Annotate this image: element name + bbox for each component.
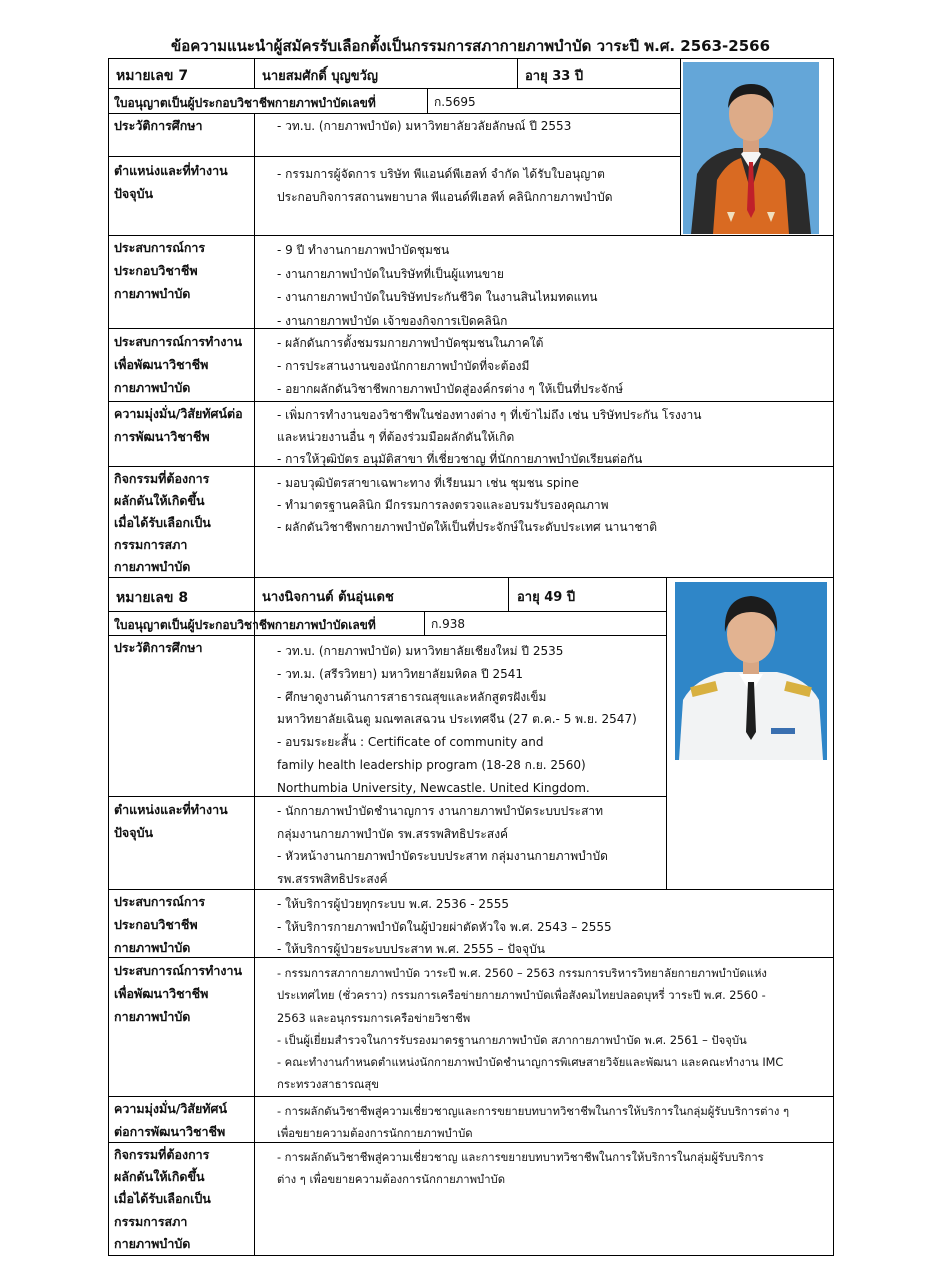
candidate-7-age: อายุ 33 ปี <box>525 69 584 84</box>
candidate-7-development-label: ประสบการณ์การทำงาน เพื่อพัฒนาวิชาชีพ กายภาพบำบัด <box>114 334 243 395</box>
candidate-7-experience-label: ประสบการณ์การ ประกอบวิชาชีพ กายภาพบำบัด <box>114 240 206 301</box>
list-item: รพ.สรรพสิทธิประสงค์ <box>277 871 388 886</box>
candidate-8-photo <box>675 582 827 760</box>
candidate-7-vision-label: ความมุ่งมั่น/วิสัยทัศน์ต่อ การพัฒนาวิชาชีพ <box>114 406 243 444</box>
candidate-8-license-number: ก.938 <box>431 617 465 631</box>
list-item: - การประสานงานของนักกายภาพบำบัดที่จะต้องมี <box>277 359 530 373</box>
candidate-8-number: หมายเลข 8 <box>116 590 189 606</box>
candidate-7-activities-label: กิจกรรมที่ต้องการ ผลักดันให้เกิดขึ้น เมื่อได้รับเลือกเป็น กรรมการสภา กายภาพบำบัด <box>114 471 211 574</box>
list-item: Northumbia University, Newcastle. United Kingdom. <box>277 780 590 795</box>
list-item: และหน่วยงานอื่น ๆ ที่ต้องร่วมมือผลักดันให้เกิด <box>277 430 515 444</box>
list-item: - กรรมการสภากายภาพบำบัด วาระปี พ.ศ. 2560 – 2563 กรรมการบริหารวิทยาลัยกายภาพบำบัดแห่ง <box>277 967 767 980</box>
list-item: - เพิ่มการทำงานของวิชาชีพในช่องทางต่าง ๆ ที่เข้าไม่ถึง เช่น บริษัทประกัน โรงงาน <box>277 408 702 422</box>
list-item: - อยากผลักดันวิชาชีพกายภาพบำบัดสู่องค์กรต่าง ๆ ให้เป็นที่ประจักษ์ <box>277 382 623 396</box>
list-item: มหาวิทยาลัยเฉินตู มณฑลเสฉวน ประเทศจีน (27 ต.ค.- 5 พ.ย. 2547) <box>277 712 637 727</box>
candidate-8-activities-list <box>277 1147 764 1191</box>
list-item: - ให้บริการผู้ป่วยระบบประสาท พ.ศ. 2555 – ปัจจุบัน <box>277 942 545 956</box>
list-item: - การให้วุฒิบัตร อนุมัติสาขา ที่เชี่ยวชาญ ที่นักกายภาพบำบัดเรียนต่อกัน <box>277 452 643 466</box>
list-item: - การผลักดันวิชาชีพสู่ความเชี่ยวชาญ และการขยายบทบาทวิชาชีพในการให้บริการในกลุ่มผู้รับบริการ <box>277 1151 764 1164</box>
list-item: - วท.บ. (กายภาพบำบัด) มหาวิทยาลัยเชียงใหม่ ปี 2535 <box>277 644 564 658</box>
list-item: 2563 และอนุกรรมการเครือข่ายวิชาชีพ <box>277 1011 471 1025</box>
candidate-7-name: นายสมศักดิ์ บุญขวัญ <box>262 69 378 84</box>
list-item: - ศึกษาดูงานด้านการสาธารณสุขและหลักสูตรฝังเข็ม <box>277 689 547 704</box>
list-item: กลุ่มงานกายภาพบำบัด รพ.สรรพสิทธิประสงค์ <box>277 826 509 841</box>
list-item: - ทำมาตรฐานคลินิก มีกรรมการลงตรวจและอบรมรับรองคุณภาพ <box>277 498 609 512</box>
list-item: - มอบวุฒิบัตรสาขาเฉพาะทาง ที่เรียนมา เช่น ชุมชน spine <box>277 476 579 490</box>
list-item: - งานกายภาพบำบัดในบริษัทที่เป็นผู้แทนขาย <box>277 266 504 281</box>
candidate-8-vision-label: ความมุ่งมั่น/วิสัยทัศน์ ต่อการพัฒนาวิชาชีพ <box>114 1101 228 1139</box>
candidate-8-development-list <box>277 963 783 1097</box>
list-item: - นักกายภาพบำบัดชำนาญการ งานกายภาพบำบัดระบบประสาท <box>277 804 604 818</box>
candidate-8-experience-label: ประสบการณ์การ ประกอบวิชาชีพ กายภาพบำบัด <box>114 894 206 955</box>
list-item: เพื่อขยายความต้องการนักกายภาพบำบัด <box>277 1127 473 1140</box>
list-item: - เป็นผู้เยี่ยมสำรวจในการรับรองมาตรฐานกายภาพบำบัด สภากายภาพบำบัด พ.ศ. 2561 – ปัจจุบัน <box>277 1033 747 1047</box>
candidate-7-vision-list <box>277 404 701 470</box>
candidate-8-experience-list <box>277 893 612 961</box>
list-item: - ให้บริการกายภาพบำบัดในผู้ป่วยผ่าตัดหัวใจ พ.ศ. 2543 – 2555 <box>277 919 612 934</box>
list-item: - ผลักดันวิชาชีพกายภาพบำบัดให้เป็นที่ประจักษ์ในระดับประเทศ นานาชาติ <box>277 520 658 534</box>
candidate-7-education-line: - วท.บ. (กายภาพบำบัด) มหาวิทยาลัยวลัยลักษณ์ ปี 2553 <box>277 119 572 133</box>
list-item: family health leadership program (18-28 ก.ย. 2560) <box>277 757 586 772</box>
candidate-8-position-list <box>277 800 608 890</box>
list-item: - งานกายภาพบำบัด เจ้าของกิจการเปิดคลินิก <box>277 313 508 328</box>
list-item: - หัวหน้างานกายภาพบำบัดระบบประสาท กลุ่มงานกายภาพบำบัด <box>277 849 608 863</box>
candidate-8-development-label: ประสบการณ์การทำงาน เพื่อพัฒนาวิชาชีพ กายภาพบำบัด <box>114 963 243 1024</box>
candidate-7-license-label: ใบอนุญาตเป็นผู้ประกอบวิชาชีพกายภาพบำบัดเลขที่ <box>114 96 376 110</box>
candidate-8-education-list <box>277 640 637 800</box>
candidate-7-education-label: ประวัติการศึกษา <box>114 118 203 133</box>
list-item: - ผลักดันการตั้งชมรมกายภาพบำบัดชุมชนในภาคใต้ <box>277 336 544 350</box>
candidate-7-activities-list <box>277 472 657 538</box>
candidate-8-name: นางนิจกานต์ ต้นอุ่นเดช <box>262 590 394 605</box>
list-item: กระทรวงสาธารณสุข <box>277 1078 379 1092</box>
list-item: - วท.ม. (สรีรวิทยา) มหาวิทยาลัยมหิดล ปี 2541 <box>277 666 524 681</box>
candidate-8-education-label: ประวัติการศึกษา <box>114 640 203 655</box>
list-item: - 9 ปี ทำงานกายภาพบำบัดชุมชน <box>277 243 450 257</box>
list-item: - ให้บริการผู้ป่วยทุกระบบ พ.ศ. 2536 - 2555 <box>277 897 509 911</box>
candidate-7-development-list <box>277 332 623 401</box>
list-item: ต่าง ๆ เพื่อขยายความต้องการนักกายภาพบำบัด <box>277 1173 506 1186</box>
candidate-7-license-number: ก.5695 <box>434 95 476 109</box>
candidate-7-experience-list <box>277 239 598 333</box>
candidate-8-position-label: ตำแหน่งและที่ทำงาน ปัจจุบัน <box>114 802 228 840</box>
list-item: ประเทศไทย (ชั่วคราว) กรรมการเครือข่ายกายภาพบำบัดเพื่อสังคมไทยปลอดบุหรี่ วาระปี พ.ศ. 2560 - <box>277 989 766 1003</box>
candidate-7-position-label: ตำแหน่งและที่ทำงาน ปัจจุบัน <box>114 163 228 201</box>
candidate-8-license-label: ใบอนุญาตเป็นผู้ประกอบวิชาชีพกายภาพบำบัดเลขที่ <box>114 618 376 632</box>
candidate-7-number: หมายเลข 7 <box>116 68 189 84</box>
list-item: - งานกายภาพบำบัดในบริษัทประกันชีวิต ในงานสินไหมทดแทน <box>277 290 598 304</box>
list-item: - คณะทำงานกำหนดตำแหน่งนักกายภาพบำบัดชำนาญการพิเศษสายวิจัยและพัฒนา และคณะทำงาน IMC <box>277 1056 784 1070</box>
candidate-8-vision-list <box>277 1101 789 1145</box>
page-title: ข้อความแนะนำผู้สมัครรับเลือกตั้งเป็นกรรมการสภากายภาพบำบัด วาระปี พ.ศ. 2563-2566 <box>170 37 771 55</box>
candidate-8-age: อายุ 49 ปี <box>517 590 576 605</box>
candidate-8-activities-label: กิจกรรมที่ต้องการ ผลักดันให้เกิดขึ้น เมื่อได้รับเลือกเป็น กรรมการสภา กายภาพบำบัด <box>114 1147 211 1251</box>
list-item: - อบรมระยะสั้น : Certificate of community and <box>277 735 544 750</box>
candidate-7-photo <box>683 62 819 234</box>
list-item: - การผลักดันวิชาชีพสู่ความเชี่ยวชาญและการขยายบทบาทวิชาชีพในการให้บริการในกลุ่มผู้รับบริการต่าง ๆ <box>277 1105 790 1118</box>
candidate-7-position-text: - กรรมการผู้จัดการ บริษัท พีแอนด์พีเฮลท์ จำกัด ได้รับใบอนุญาต ประกอบกิจการสถานพยาบาล พีแอนด์พีเฮลท์ คลินิกกายภาพบำบัด <box>277 167 613 204</box>
